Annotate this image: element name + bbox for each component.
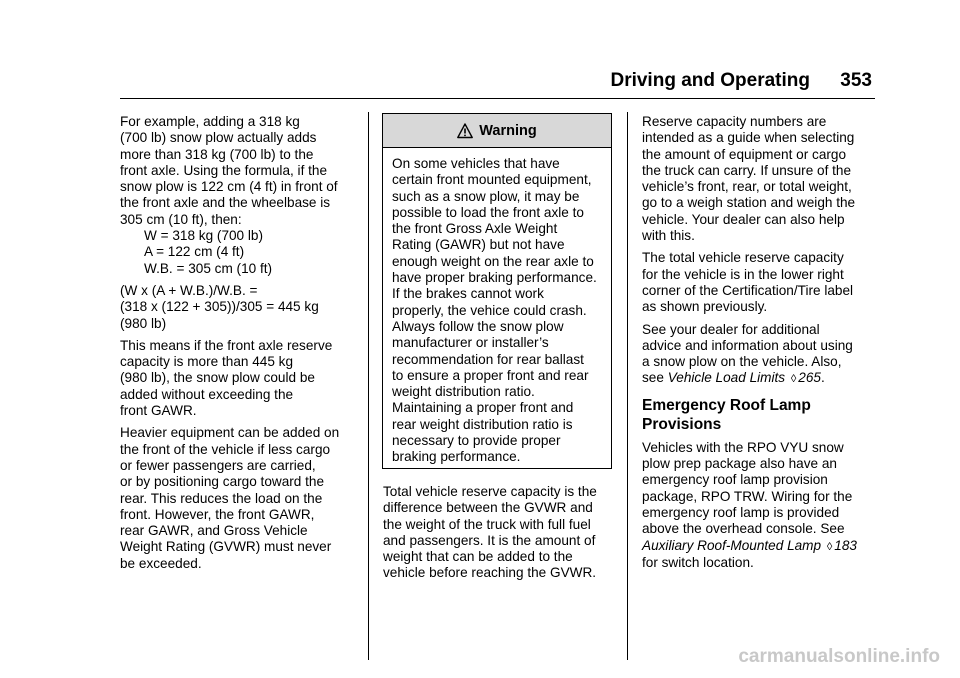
column-divider-2 (627, 112, 628, 260)
text-line: go to a weigh station and weigh the (642, 195, 856, 211)
text-line: Total vehicle reserve capacity is the (383, 484, 597, 499)
auxiliary-roof-lamp-link[interactable]: Auxiliary Roof-Mounted Lamp (642, 537, 822, 553)
column-2 (383, 484, 617, 588)
text-line: the amount of equipment or cargo (642, 146, 847, 162)
text-line: Reserve capacity numbers are (642, 114, 827, 129)
text-line: as shown previously. (642, 299, 768, 315)
formula-line: A = 122 cm (4 ft) (144, 244, 245, 260)
column-divider-1-lower (368, 260, 369, 660)
text-line: added without exceeding the (120, 386, 294, 402)
text-line: more than 318 kg (700 lb) to the (120, 146, 314, 162)
text-line: (980 lb) (120, 315, 167, 331)
text-line: possible to load the front axle to (392, 204, 584, 220)
formula-line: W.B. = 305 cm (10 ft) (144, 260, 273, 276)
text-line: capacity is more than 445 kg (120, 354, 294, 370)
text-line (642, 538, 877, 555)
text-line: the front Gross Axle Weight (392, 221, 558, 237)
text-line: have proper braking performance. (392, 270, 597, 286)
text-line: the truck can carry. If unsure of the (642, 162, 852, 178)
text-line: above the overhead console. See (642, 521, 845, 537)
text-line: and passengers. It is the amount of (383, 532, 596, 548)
column-divider-1 (368, 112, 369, 260)
text-fragment: see (642, 370, 664, 386)
paragraph (642, 250, 877, 315)
text-line: manufacturer or installer’s (392, 335, 549, 351)
column-1 (120, 114, 360, 578)
text-line: recommendation for rear ballast (392, 351, 584, 367)
paragraph (120, 338, 360, 419)
text-line: (980 lb), the snow plow could be (120, 370, 315, 386)
heading-line: Provisions (642, 415, 722, 433)
text-line: Vehicles with the RPO VYU snow (642, 439, 844, 455)
warning-triangle-icon (457, 123, 473, 139)
text-line: front. However, the front GAWR, (120, 506, 315, 522)
text-line: Always follow the snow plow (392, 318, 564, 334)
text-line: or fewer passengers are carried, (120, 457, 316, 473)
warning-box (382, 113, 612, 469)
text-line (642, 370, 877, 387)
formula-line: W = 318 kg (700 lb) (144, 228, 264, 244)
column-3 (642, 114, 877, 577)
text-line: for the vehicle is in the lower right (642, 266, 844, 282)
page-ref-arrow-icon: ◊ (790, 373, 797, 386)
warning-title: Warning (479, 122, 537, 139)
text-line: the weight of the truck with full fuel (383, 516, 591, 532)
auxiliary-roof-lamp-page[interactable]: 183 (834, 537, 857, 553)
paragraph (120, 283, 360, 332)
text-line: weight that can be added to the (383, 549, 573, 565)
text-line: front axle. Using the formula, if the (120, 162, 328, 178)
paragraph (120, 114, 360, 277)
text-line: for switch location. (642, 554, 754, 570)
text-line: (318 x (122 + 305))/305 = 445 kg (120, 299, 319, 315)
text-line: difference between the GVWR and (383, 500, 593, 516)
heading-line: Emergency Roof Lamp (642, 396, 811, 414)
text-line: The total vehicle reserve capacity (642, 250, 844, 266)
text-line: On some vehicles that have (392, 156, 560, 171)
text-line: (W x (A + W.B.)/W.B. = (120, 282, 258, 298)
text-line: If the brakes cannot work (392, 286, 544, 302)
text-line: (700 lb) snow plow actually adds (120, 130, 317, 146)
header-divider (120, 98, 875, 99)
text-line: vehicle before reaching the GVWR. (383, 565, 597, 581)
text-line: vehicle’s front, rear, or total weight, (642, 179, 852, 195)
text-line: necessary to provide proper (392, 433, 561, 449)
watermark: carmanualsonline.info (738, 646, 940, 667)
text-line: corner of the Certification/Tire label (642, 282, 854, 298)
text-line: rear. This reduces the load on the (120, 490, 323, 506)
text-line: 305 cm (10 ft), then: (120, 211, 242, 227)
page-header-title: Driving and Operating (610, 70, 810, 91)
text-line: the front of the vehicle if less cargo (120, 441, 331, 457)
vehicle-load-limits-link[interactable]: Vehicle Load Limits (667, 370, 786, 386)
text-line: enough weight on the rear axle to (392, 253, 594, 269)
text-line: properly, the vehice could crash. (392, 302, 587, 318)
text-line: rear GAWR, and Gross Vehicle (120, 523, 308, 539)
text-line: emergency roof lamp is provided (642, 504, 840, 520)
text-line: rear weight distribution ratio is (392, 416, 573, 432)
vehicle-load-limits-page[interactable]: 265 (798, 370, 821, 386)
page-number: 353 (840, 70, 872, 91)
text-line: Heavier equipment can be added on (120, 425, 340, 441)
text-line: certain front mounted equipment, (392, 172, 592, 188)
section-heading (642, 396, 877, 434)
text-line: snow plow is 122 cm (4 ft) in front of (120, 179, 338, 195)
page-ref-arrow-icon: ◊ (826, 540, 833, 553)
text-line: with this. (642, 228, 695, 244)
text-line: weight distribution ratio. (392, 384, 535, 400)
text-line: such as a snow plow, it may be (392, 188, 580, 204)
text-line: emergency roof lamp provision (642, 472, 828, 488)
text-line: front GAWR. (120, 403, 197, 419)
text-line: a snow plow on the vehicle. Also, (642, 354, 842, 370)
text-line: vehicle. Your dealer can also help (642, 211, 845, 227)
text-line: This means if the front axle reserve (120, 337, 333, 353)
text-line: package, RPO TRW. Wiring for the (642, 488, 853, 504)
text-line: plow prep package also have an (642, 456, 837, 472)
text-line: For example, adding a 318 kg (120, 114, 300, 129)
column-divider-2-lower (627, 260, 628, 660)
text-line: intended as a guide when selecting (642, 130, 855, 146)
text-line: See your dealer for additional (642, 321, 820, 337)
text-line: Maintaining a proper front and (392, 400, 574, 416)
paragraph (642, 440, 877, 571)
text-line: be exceeded. (120, 555, 202, 571)
text-line: or by positioning cargo toward the (120, 474, 325, 490)
text-line: Rating (GAWR) but not have (392, 237, 565, 253)
warning-header (383, 114, 611, 148)
text-line: braking performance. (392, 449, 521, 465)
warning-body (383, 148, 611, 466)
paragraph (120, 425, 360, 572)
text-line: Weight Rating (GVWR) must never (120, 539, 332, 555)
text-fragment: . (820, 370, 825, 386)
paragraph (642, 322, 877, 388)
paragraph (642, 114, 877, 244)
text-line: the front axle and the wheelbase is (120, 195, 331, 211)
text-line: to ensure a proper front and rear (392, 367, 589, 383)
paragraph (383, 484, 617, 582)
text-line: advice and information about using (642, 337, 853, 353)
